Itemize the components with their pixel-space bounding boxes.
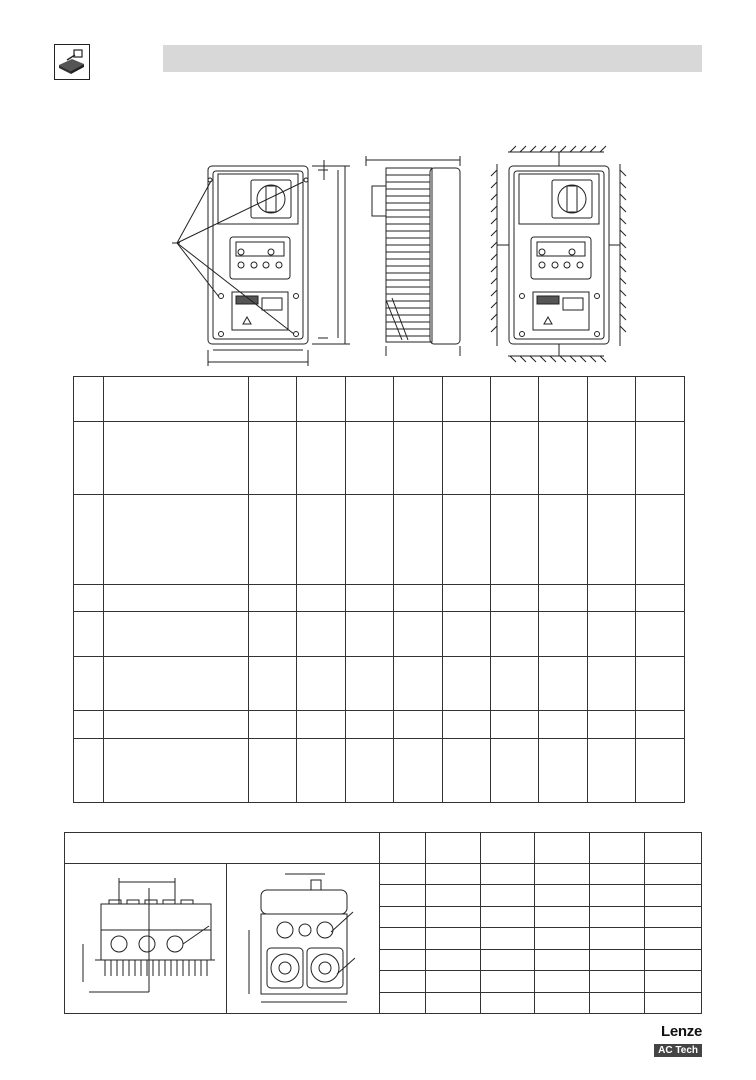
table-row [74,657,685,711]
table-row [74,612,685,657]
brand-logo [642,1024,702,1058]
brand-name: Lenze [660,1023,702,1040]
conduit-table [64,832,702,1014]
bottom-view-right [226,864,379,1014]
table-row [74,739,685,803]
drive-dimension-drawing [0,0,756,380]
table-row [65,833,702,864]
bottom-view-left [65,864,227,1014]
brand-sub: AC Tech [654,1044,702,1057]
dimension-table [73,376,685,803]
table-row [74,377,685,422]
table-row [65,864,702,885]
side-view [366,156,460,356]
table-row [74,711,685,739]
front-view [172,160,350,366]
table-row [74,585,685,612]
clearance-view [491,146,626,362]
table-row [74,422,685,495]
table-row [74,495,685,585]
